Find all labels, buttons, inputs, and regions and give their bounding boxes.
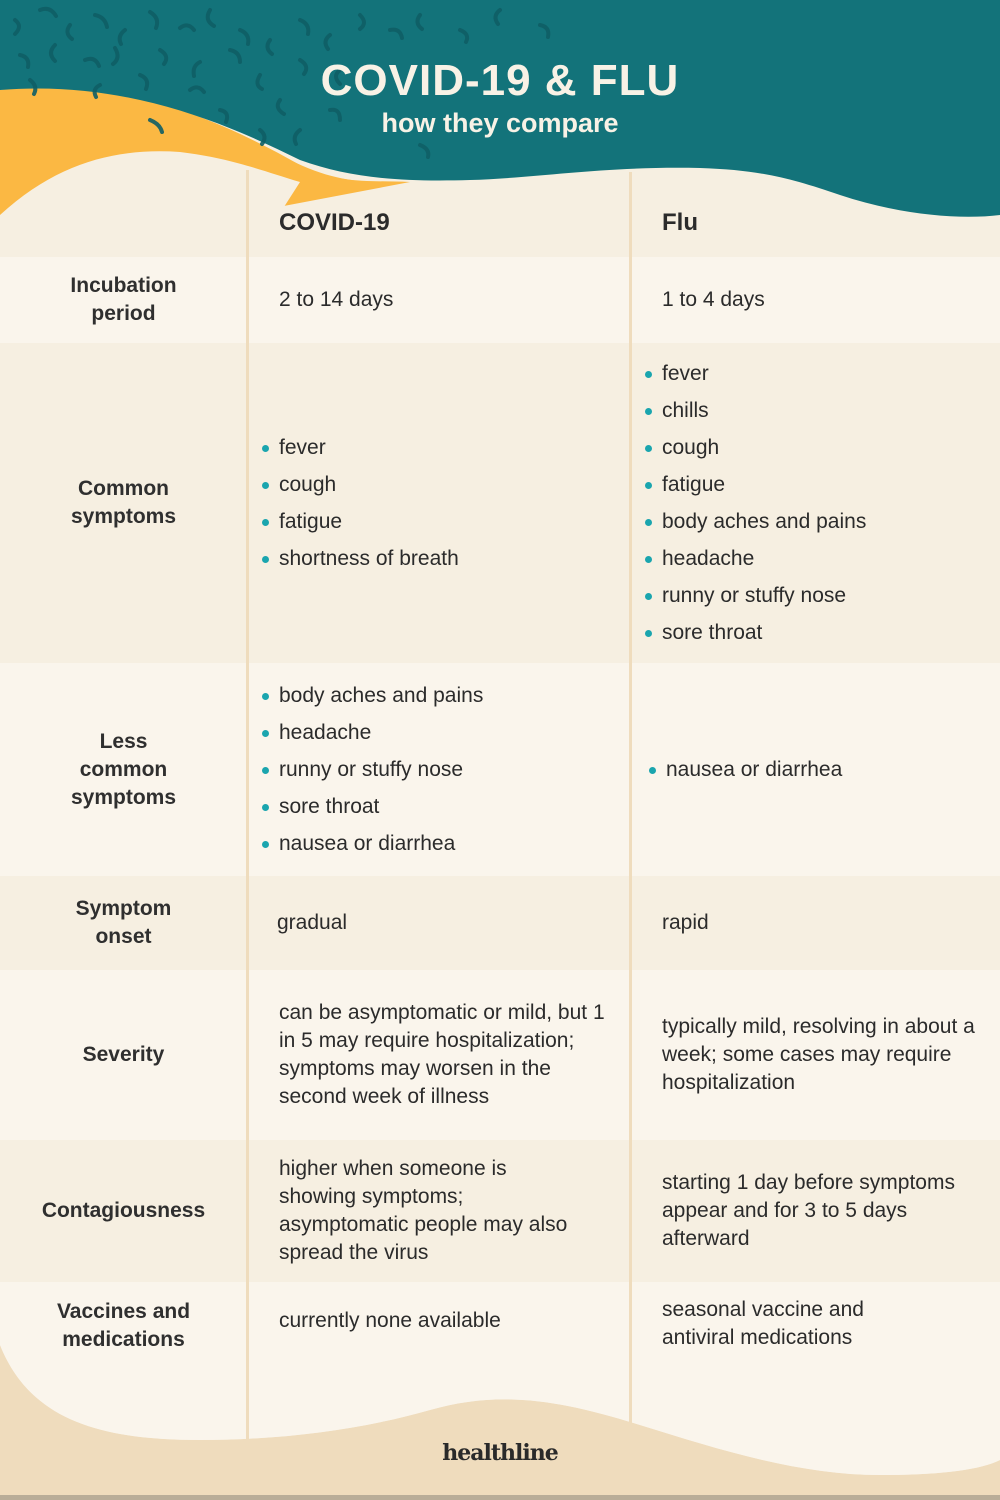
covid-value: gradual [277,911,348,934]
list-item: runny or stuffy nose [662,577,866,614]
covid-value [250,663,630,876]
covid-value: can be asymptomatic or mild, but 1 in 5 may require hospitalization; symptoms may worsen in the second week of illness [279,1001,605,1108]
row-label: Contagiousness [41,1199,206,1222]
list-item: fever [662,355,866,392]
table-row-severity [0,970,1000,1140]
table-row-common-symptoms [0,343,1000,663]
table-row-contagiousness [0,1140,1000,1282]
flu-value: seasonal vaccine and antiviral medications [662,1298,864,1349]
page-title: COVID-19 & FLU [320,56,680,105]
flu-value: 1 to 4 days [662,288,765,311]
column-header-flu: Flu [662,208,698,236]
list-item: headache [279,714,483,751]
flu-value [633,343,1000,663]
table-row-symptom-onset [0,876,1000,970]
covid-less-common-symptom-list [279,677,483,862]
row-label: Symptom onset [75,897,172,948]
covid-value: currently none available [279,1309,501,1332]
covid-value: higher when someone is showing symptoms; asymptomatic people may also spread the virus [279,1157,568,1264]
row-label: Common symptoms [70,477,177,528]
flu-common-symptom-list [662,355,866,651]
table-row-incubation [0,257,1000,343]
table-row-vaccines [0,1282,1000,1382]
flu-value: starting 1 day before symptoms appear and for 3 to 5 days afterward [662,1171,955,1250]
list-item: fatigue [662,466,866,503]
list-item: fatigue [279,503,459,540]
list-item: sore throat [662,614,866,651]
column-divider [629,172,632,1424]
list-item: runny or stuffy nose [279,751,483,788]
list-item: body aches and pains [279,677,483,714]
row-label: Vaccines and medications [56,1300,191,1351]
flu-value: typically mild, resolving in about a week; some cases may require hospitalization [662,1015,975,1094]
list-item: nausea or diarrhea [666,751,842,788]
list-item: cough [662,429,866,466]
list-item: sore throat [279,788,483,825]
table-header-row [0,190,1000,255]
table-row-less-common-symptoms [0,663,1000,876]
list-item: chills [662,392,866,429]
row-label: Severity [82,1043,165,1066]
list-item: nausea or diarrhea [279,825,483,862]
flu-less-common-symptom-list [666,751,842,788]
list-item: fever [279,429,459,466]
covid-common-symptom-list [279,429,459,577]
flu-value [633,663,1000,876]
row-label: Incubation period [70,274,177,325]
column-header-covid: COVID-19 [279,208,390,236]
flu-value: rapid [662,911,709,934]
healthline-logo: healthline [442,1440,558,1466]
row-label: Less common symptoms [70,729,177,809]
list-item: cough [279,466,459,503]
list-item: headache [662,540,866,577]
column-divider [246,170,249,1442]
list-item: shortness of breath [279,540,459,577]
covid-value: 2 to 14 days [279,288,394,311]
covid-value [250,343,630,663]
page-subtitle: how they compare [381,108,619,138]
list-item: body aches and pains [662,503,866,540]
